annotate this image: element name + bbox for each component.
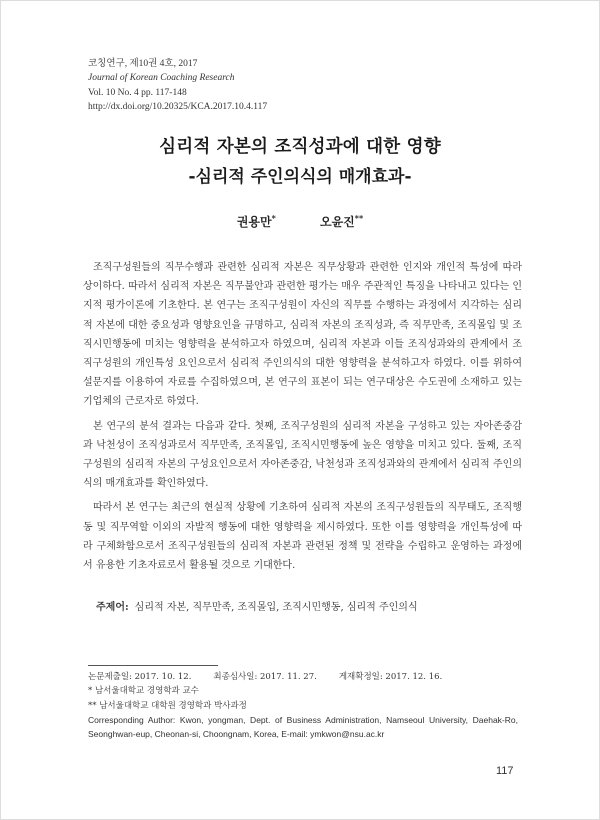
journal-issue-line: 코칭연구, 제10권 4호, 2017 [88, 59, 198, 69]
keywords-label: 주제어: [96, 602, 129, 613]
paper-title: 심리적 자본의 조직성과에 대한 영향 [159, 137, 441, 157]
date-submitted: 논문제출일: 2017. 10. 12. [88, 672, 192, 682]
footnote-author-2: ** 남서울대학교 대학원 경영학과 박사과정 [88, 700, 247, 711]
abstract-paragraph-3: 따라서 본 연구는 최근의 현실적 상황에 기초하여 심리적 자본의 조직구성원들의 직무태도, 조직행동 및 직무역할 이외의 자발적 행동에 대한 영향력을 제시하였다. 또한 이를 영향력을 개인특성에 따라 구체화함으로서 조직구성원들의 심리적 자본과 관련된 정책 및 전략을 수립하고 운영하는 과정에서 유용한 기초자료로서 활용될 것으로 기대한다. [83, 502, 522, 572]
submission-dates [88, 670, 518, 684]
keywords [96, 598, 418, 613]
footnotes [88, 670, 518, 741]
abstract [83, 258, 522, 580]
author-1-mark: * [271, 213, 276, 223]
author-2: 오윤진** [320, 213, 364, 229]
journal-name: Journal of Korean Coaching Research [88, 73, 235, 84]
abstract-paragraph-1: 조직구성원들의 직무수행과 관련한 심리적 자본은 직무상황과 관련한 인지와 개인적 특성에 따라 상이하다. 따라서 심리적 자본은 직무불안과 관련한 평가는 매우 주관적인 특징을 나타내고 있다는 인지적 평가이론에 기초한다. 본 연구는 조직구성원이 자신의 직무를 수행하는 과정에서 지각하는 심리적 자본에 대한 중요성과 영향요인을 규명하고, 심리적 자본의 조직성과, 즉 직무만족, 조직몰입 및 조직시민행동에 미치는 영향력을 분석하고자 하였으며, 심리적 자본과 이들 조직성과와의 관계에서 조직구성원의 개인특성 요인으로서 심리적 주인의식의 대한 영향력을 분석하고자 하였다. 이를 위하여 설문지를 이용하여 자료를 수집하였으며, 본 연구의 표본이 되는 연구대상은 수도권에 소재하고 있는 기업체의 근로자로 하였다. [83, 262, 522, 408]
date-accepted: 게재확정일: 2017. 12. 16. [338, 672, 443, 682]
journal-volume: Vol. 10 No. 4 pp. 117-148 [88, 87, 187, 98]
journal-header [88, 57, 267, 114]
abstract-paragraph-2: 본 연구의 분석 결과는 다음과 같다. 첫째, 조직구성원의 심리적 자본을 구성하고 있는 자아존중감과 낙천성이 조직성과로서 직무만족, 조직몰입, 조직시민행동에 높은 영향을 미치고 있다. 둘째, 조직구성원의 심리적 자본의 구성요인으로서 자아존중감, 낙천성과 조직성과와의 관계에서 심리적 주인의식의 매개효과를 확인하였다. [83, 420, 522, 490]
doi-link[interactable]: http://dx.doi.org/10.20325/KCA.2017.10.4.117 [88, 101, 268, 112]
footnote-divider [88, 665, 218, 666]
keywords-value: 심리적 자본, 직무만족, 조직몰입, 조직시민행동, 심리적 주인의식 [134, 602, 418, 613]
author-2-mark: ** [354, 213, 364, 223]
footnote-author-1: * 남서울대학교 경영학과 교수 [88, 686, 199, 697]
author-list [0, 213, 600, 230]
author-1: 권용만* [236, 213, 276, 229]
paper-subtitle: -심리적 주인의식의 매개효과- [188, 167, 412, 187]
corresponding-author: Corresponding Author: Kwon, yongman, Dept. of Business Administration, Namseoul University, Daehak-Ro, Seonghwan-eup, Cheonan-si, Choongnam, Korea, E-mail: ymkwon@nsu.ac.kr [88, 714, 518, 740]
date-reviewed: 최종심사일: 2017. 11. 27. [213, 672, 317, 682]
page-number: 117 [496, 765, 514, 777]
